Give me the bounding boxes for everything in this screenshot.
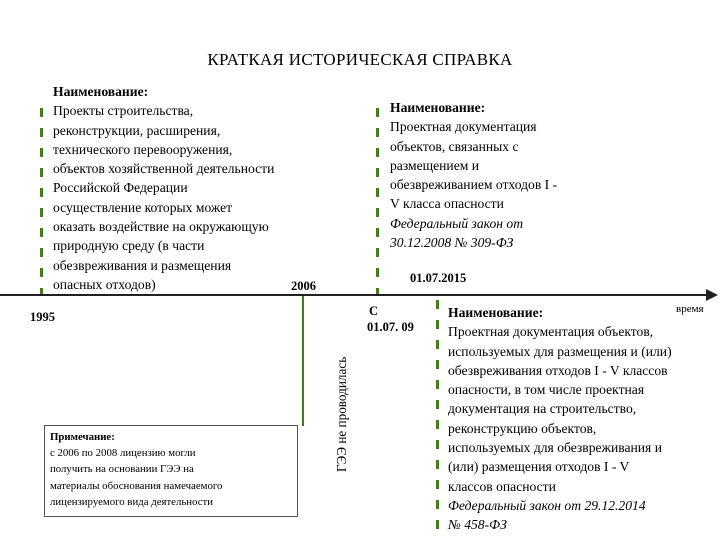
connector-1995 [40, 108, 43, 294]
block-2015-line: (или) размещения отходов I - V [448, 459, 630, 475]
block-2015-line: используемых для обезвреживания и [448, 440, 662, 456]
year-2006: 2006 [291, 279, 316, 293]
block-2015-line: документация на строительство, [448, 401, 637, 417]
block-1995-line: реконструкции, расширения, [53, 122, 221, 138]
block-2009-line: размещением и [390, 157, 480, 173]
block-2009-law: 30.12.2008 № 309-ФЗ [390, 235, 514, 251]
block-1995-line: обезвреживания и размещения [53, 257, 232, 273]
block-1995-line: технического перевооружения, [53, 141, 233, 157]
block-2015-line: Проектная документация объектов, [448, 324, 654, 340]
block-2009-line: V класса опасности [390, 196, 504, 212]
block-1995-2006 [53, 82, 274, 294]
block-2009-line: Проектная документация [390, 119, 537, 135]
note [50, 429, 222, 510]
block-2015-law: Федеральный закон от 29.12.2014 [448, 497, 646, 513]
note-line: материалы обоснования намечаемого [50, 479, 223, 492]
note-heading: Примечание: [50, 431, 115, 443]
connector-2009 [376, 108, 379, 294]
block-2009-line: объектов, связанных с [390, 138, 519, 154]
note-line: получить на основании ГЭЭ на [50, 463, 194, 476]
block-1995-line: оказать воздействие на окружающую [53, 219, 269, 235]
block-2015-line: обезвреживания отходов I - V классов [448, 362, 668, 378]
block-2009-law: Федеральный закон от [390, 215, 524, 231]
block-2015-line: классов опасности [448, 478, 556, 494]
date-2015: 01.07.2015 [410, 271, 467, 285]
note-line: с 2006 по 2008 лицензию могли [50, 447, 196, 460]
date-2009: 01.07. 09 [367, 320, 414, 334]
block-2009-heading: Наименование: [390, 100, 486, 115]
block-2015-line: реконструкцию объектов, [448, 420, 597, 436]
block-1995-line: Проекты строительства, [53, 103, 194, 119]
connector-2015 [436, 300, 439, 530]
block-2015-line: опасности, в том числе проектная [448, 382, 645, 398]
year-1995: 1995 [30, 310, 55, 324]
block-1995-line: осуществление которых может [53, 199, 233, 215]
connector-2006 [302, 296, 304, 426]
block-2009-2015 [390, 98, 557, 252]
timeline-axis [0, 294, 712, 296]
block-1995-line: объектов хозяйственной деятельности [53, 161, 275, 177]
note-line: лицензируемого вида деятельности [50, 495, 214, 508]
gap-label: ГЭЭ не проводилась [334, 356, 349, 472]
date-2009-prefix: С [369, 304, 379, 318]
block-1995-line: природную среду (в части [53, 238, 205, 254]
block-1995-heading: Наименование: [53, 84, 149, 99]
axis-label: время [676, 303, 704, 315]
block-1995-line: опасных отходов) [53, 276, 156, 292]
timeline-arrow-icon [706, 289, 718, 301]
block-2015-heading: Наименование: [448, 305, 544, 320]
block-2015-line: используемых для размещения и (или) [448, 343, 672, 359]
block-1995-line: Российской Федерации [53, 180, 188, 196]
page-title: КРАТКАЯ ИСТОРИЧЕСКАЯ СПРАВКА [207, 50, 513, 69]
block-2015-law: № 458-ФЗ [448, 517, 507, 533]
block-2009-line: обезвреживанием отходов I - [390, 177, 558, 193]
block-2015 [448, 303, 672, 535]
